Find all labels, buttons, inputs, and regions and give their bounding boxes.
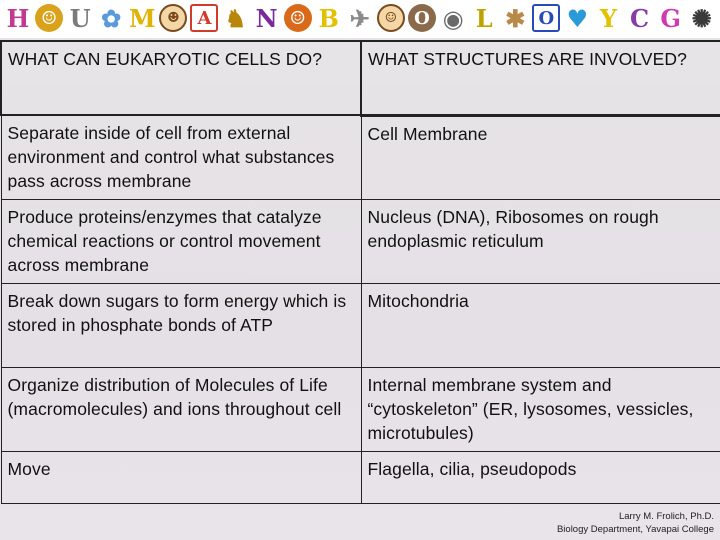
header-functions: WHAT CAN EUKARYOTIC CELLS DO? bbox=[1, 41, 361, 115]
table-row bbox=[1, 199, 720, 283]
structure-cell: Cell Membrane bbox=[361, 115, 720, 199]
author-affiliation: Biology Department, Yavapai College bbox=[556, 524, 714, 535]
letter-n-icon: N bbox=[255, 3, 278, 33]
letter-a-icon: A bbox=[190, 4, 218, 32]
smiley-icon: ☺ bbox=[35, 4, 63, 32]
letter-c-icon: C bbox=[630, 3, 650, 33]
letter-o-blue-icon: O bbox=[532, 4, 560, 32]
letter-b-icon: B bbox=[318, 3, 339, 33]
header-structures: WHAT STRUCTURES ARE INVOLVED? bbox=[361, 41, 720, 115]
flower-icon: ✿ bbox=[101, 3, 122, 33]
table-row bbox=[1, 283, 720, 367]
cartoon-head-icon: ☺ bbox=[377, 4, 405, 32]
function-cell: Break down sugars to form energy which is stored in phosphate bonds of ATP bbox=[1, 283, 361, 367]
letter-l-icon: L bbox=[475, 3, 493, 33]
table-row bbox=[1, 367, 720, 451]
cartoon-face-icon: ☺ bbox=[284, 4, 312, 32]
function-cell: Separate inside of cell from external environment and control what substances pass across membrane bbox=[1, 115, 361, 199]
structure-cell: Nucleus (DNA), Ribosomes on rough endoplasmic reticulum bbox=[361, 199, 720, 283]
ball-icon: ◉ bbox=[442, 3, 464, 33]
table-row bbox=[1, 115, 720, 199]
letter-u-icon: U bbox=[69, 3, 91, 33]
structure-cell: Flagella, cilia, pseudopods bbox=[361, 451, 720, 503]
structure-cell: Internal membrane system and “cytoskeleton” (ER, lysosomes, vessicles, microtubules) bbox=[361, 367, 720, 451]
table-header-row bbox=[1, 41, 720, 115]
function-cell: Produce proteins/enzymes that catalyze chemical reactions or control movement across membrane bbox=[1, 199, 361, 283]
character-icon: ✺ bbox=[691, 3, 712, 33]
robot-icon: ✈ bbox=[349, 3, 370, 33]
function-cell: Move bbox=[1, 451, 361, 503]
table-row bbox=[1, 451, 720, 503]
attribution-footer bbox=[557, 510, 714, 536]
star-icon: ✱ bbox=[505, 3, 526, 33]
slide-content bbox=[0, 38, 720, 540]
letter-o-icon: O bbox=[408, 4, 436, 32]
function-cell: Organize distribution of Molecules of Life (macromolecules) and ions throughout cell bbox=[1, 367, 361, 451]
letter-h-icon: H bbox=[6, 3, 30, 33]
decorative-letter-banner bbox=[0, 0, 720, 36]
cell-functions-table bbox=[0, 40, 720, 504]
structure-cell: Mitochondria bbox=[361, 283, 720, 367]
face-icon: ☻ bbox=[159, 4, 187, 32]
letter-y-icon: Y bbox=[599, 3, 618, 33]
letter-m-icon: M bbox=[129, 3, 156, 33]
letter-g-icon: G bbox=[660, 3, 681, 33]
heart-icon: ♥ bbox=[566, 3, 589, 33]
figure-icon: ♞ bbox=[224, 3, 247, 33]
author-name: Larry M. Frolich, Ph.D. bbox=[618, 511, 714, 522]
